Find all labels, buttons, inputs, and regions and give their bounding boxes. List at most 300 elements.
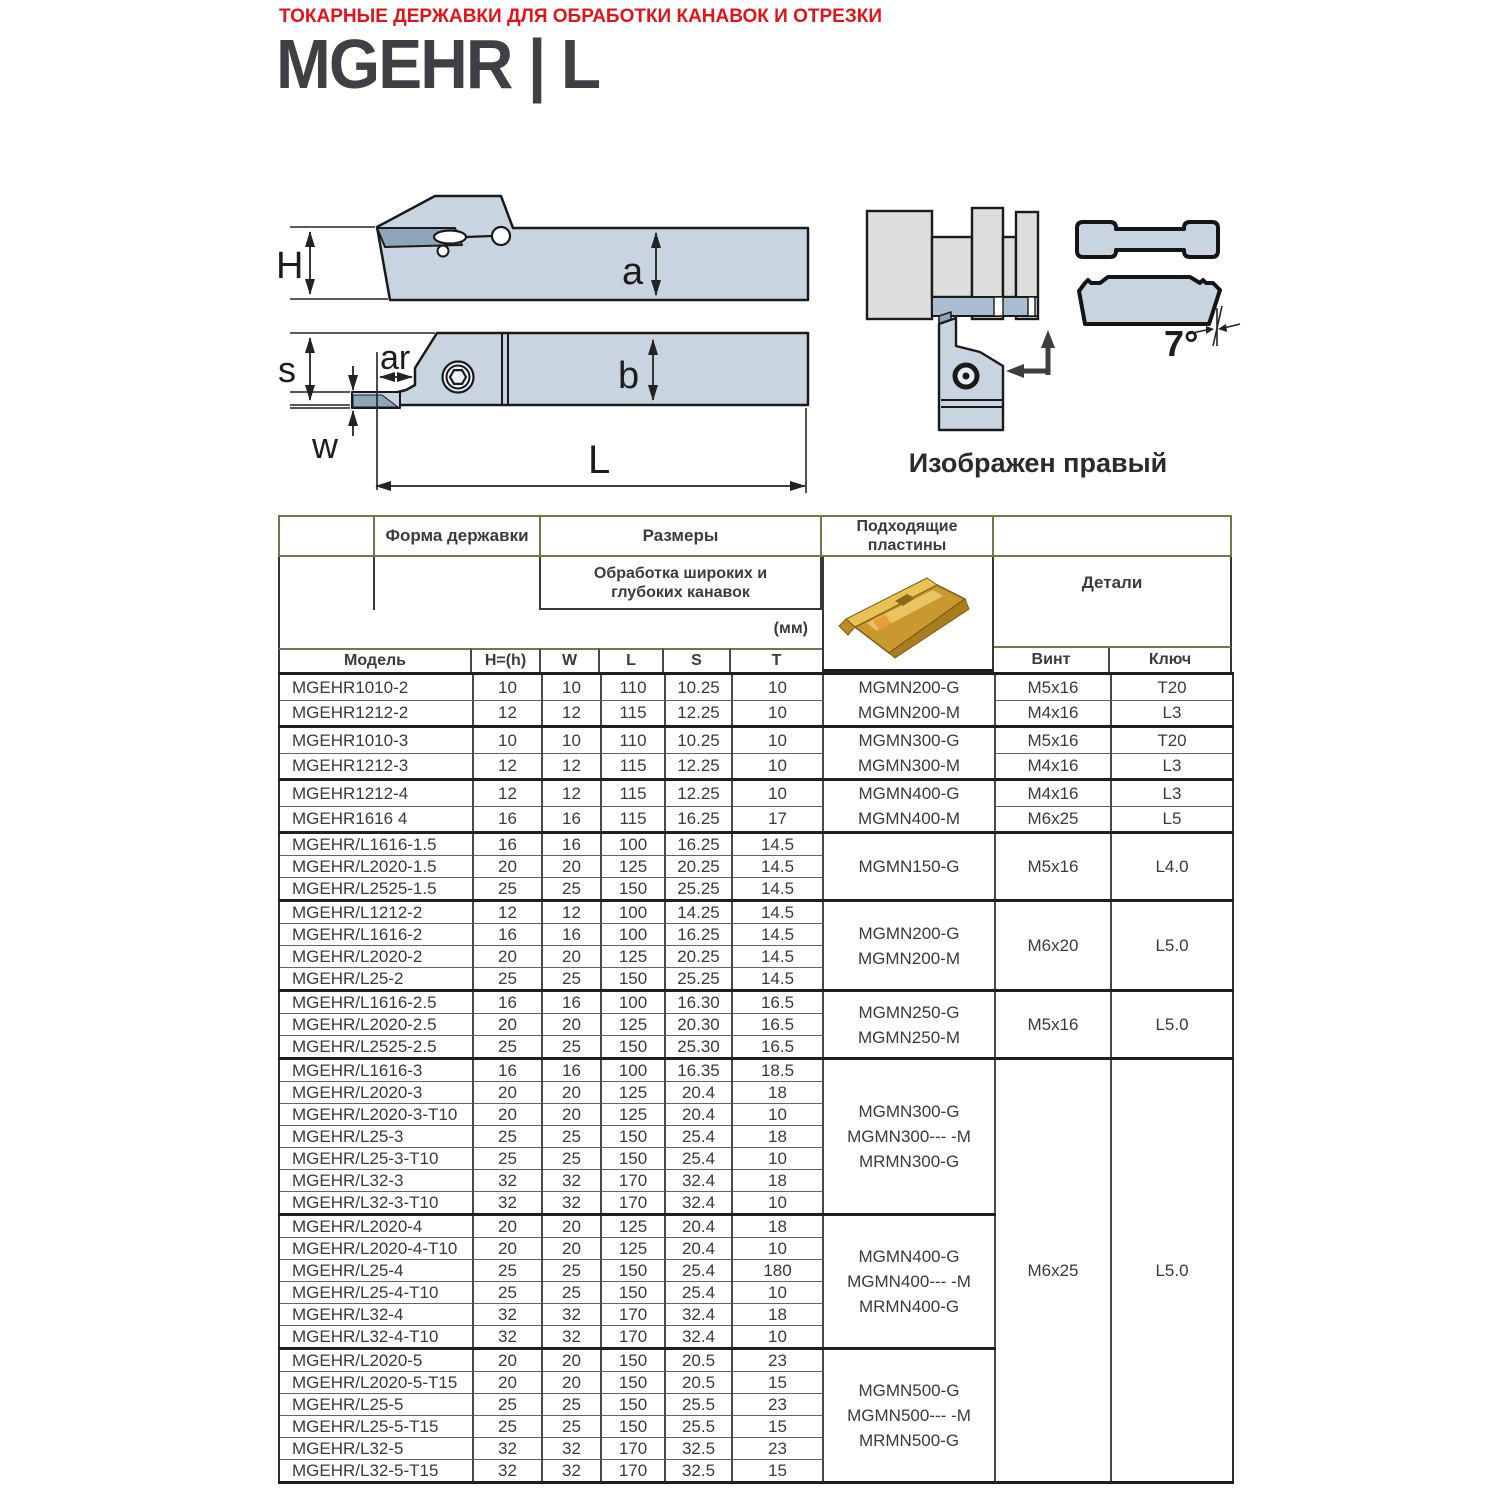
cell-w: 32: [542, 1460, 601, 1483]
cell-h: 20: [473, 1349, 542, 1372]
cell-w: 25: [542, 1036, 601, 1059]
cell-model: MGEHR1616 4: [279, 806, 473, 833]
cell-s: 16.25: [665, 833, 732, 856]
cell-w: 32: [542, 1192, 601, 1215]
cell-l: 100: [601, 901, 665, 924]
cell-w: 12: [542, 700, 601, 727]
table-row: [279, 833, 1233, 856]
cell-wrench: L5.0: [1111, 991, 1233, 1059]
cell-wrench: L5.0: [1111, 1059, 1233, 1483]
cell-h: 20: [473, 856, 542, 878]
cell-w: 20: [542, 1238, 601, 1260]
cell-t: 18: [732, 1304, 823, 1326]
cell-l: 170: [601, 1192, 665, 1215]
cell-t: 14.5: [732, 901, 823, 924]
cell-w: 16: [542, 924, 601, 946]
cell-wrench: L3: [1111, 780, 1233, 807]
cell-h: 32: [473, 1326, 542, 1349]
cell-s: 20.25: [665, 856, 732, 878]
cell-s: 25.4: [665, 1126, 732, 1148]
cell-t: 14.5: [732, 833, 823, 856]
col-header-l: L: [600, 648, 664, 672]
cell-l: 150: [601, 1126, 665, 1148]
table-row: [279, 700, 1233, 727]
holder-plan-view: [278, 333, 808, 493]
cell-s: 20.5: [665, 1372, 732, 1394]
cell-h: 25: [473, 1126, 542, 1148]
cell-model: MGEHR/L2020-3: [279, 1082, 473, 1104]
cell-t: 10: [732, 1326, 823, 1349]
cell-h: 20: [473, 1014, 542, 1036]
cell-w: 25: [542, 1282, 601, 1304]
cell-t: 15: [732, 1416, 823, 1438]
cell-model: MGEHR/L32-5: [279, 1438, 473, 1460]
insert-photo: [833, 563, 983, 663]
cell-h: 16: [473, 806, 542, 833]
table-row: [279, 727, 1233, 754]
table-row: [279, 901, 1233, 924]
insert-designation: MGMN200-M: [857, 703, 960, 722]
table-row: [279, 806, 1233, 833]
header-spacer-right: [994, 515, 1232, 557]
table-row: [279, 1059, 1233, 1082]
table-header: [278, 515, 1232, 672]
insert-designation: MGMN300--- -M: [847, 1127, 971, 1146]
cell-h: 32: [473, 1304, 542, 1326]
cell-l: 150: [601, 1260, 665, 1282]
cell-s: 14.25: [665, 901, 732, 924]
header-units: (мм): [278, 610, 822, 648]
cell-l: 150: [601, 968, 665, 991]
dim-label-b: b: [618, 355, 640, 397]
cell-w: 32: [542, 1326, 601, 1349]
cell-w: 20: [542, 1215, 601, 1238]
header-parts: Детали: [994, 557, 1232, 648]
dim-label-a: a: [622, 251, 644, 293]
hex-socket: [450, 370, 466, 384]
table-row: [279, 780, 1233, 807]
cell-l: 170: [601, 1326, 665, 1349]
cell-t: 14.5: [732, 924, 823, 946]
cell-inserts: [823, 901, 995, 991]
cell-model: MGEHR/L25-3-T10: [279, 1148, 473, 1170]
insert-designation: MGMN400-M: [857, 809, 960, 828]
cell-model: MGEHR/L2020-4: [279, 1215, 473, 1238]
insert-designation: MGMN500--- -M: [847, 1406, 971, 1425]
cell-h: 25: [473, 1148, 542, 1170]
col-header-model: Модель: [278, 648, 472, 672]
cell-s: 16.35: [665, 1059, 732, 1082]
insert-designation: MGMN500-G: [858, 1381, 960, 1400]
insert-designation: MRMN400-G: [858, 1297, 960, 1316]
cell-model: MGEHR/L1212-2: [279, 901, 473, 924]
cell-model: MGEHR/L25-5: [279, 1394, 473, 1416]
col-header-w: W: [541, 648, 600, 672]
cell-h: 20: [473, 1104, 542, 1126]
col-header-t: T: [731, 648, 822, 672]
cell-w: 12: [542, 753, 601, 780]
cell-screw: M5x16: [995, 674, 1111, 701]
cell-t: 23: [732, 1394, 823, 1416]
cell-inserts: [823, 727, 995, 780]
cell-s: 25.25: [665, 968, 732, 991]
cell-model: MGEHR/L2020-4-T10: [279, 1238, 473, 1260]
insert-designation: MGMN200-M: [857, 948, 960, 968]
cell-w: 25: [542, 1394, 601, 1416]
header-inserts: Подходящие пластины: [822, 515, 994, 557]
cell-screw: M4x16: [995, 700, 1111, 727]
cell-h: 25: [473, 968, 542, 991]
cell-s: 25.25: [665, 878, 732, 901]
cell-h: 20: [473, 1215, 542, 1238]
cell-s: 20.4: [665, 1104, 732, 1126]
cell-t: 14.5: [732, 856, 823, 878]
cell-s: 32.4: [665, 1170, 732, 1192]
cell-t: 10: [732, 753, 823, 780]
cell-inserts: [823, 780, 995, 833]
cell-h: 25: [473, 1036, 542, 1059]
insert-designation: MGMN400-G: [858, 784, 960, 803]
header-spacer-cell: [278, 515, 375, 557]
cell-h: 20: [473, 946, 542, 968]
col-header-h: H=(h): [472, 648, 541, 672]
cell-l: 125: [601, 946, 665, 968]
cell-model: MGEHR1212-3: [279, 753, 473, 780]
cell-l: 110: [601, 727, 665, 754]
cell-s: 20.5: [665, 1349, 732, 1372]
cell-w: 25: [542, 878, 601, 901]
cell-w: 32: [542, 1170, 601, 1192]
cell-h: 16: [473, 833, 542, 856]
cell-s: 20.4: [665, 1215, 732, 1238]
dim-label-s: s: [278, 349, 296, 390]
cell-l: 150: [601, 1416, 665, 1438]
cell-s: 10.25: [665, 727, 732, 754]
cell-s: 10.25: [665, 674, 732, 701]
cell-l: 150: [601, 1349, 665, 1372]
cell-l: 150: [601, 1148, 665, 1170]
cell-h: 25: [473, 1260, 542, 1282]
dim-label-H: H: [276, 245, 304, 287]
cell-w: 10: [542, 727, 601, 754]
insert-designation: MRMN500-G: [858, 1431, 960, 1450]
cell-w: 20: [542, 946, 601, 968]
cell-w: 12: [542, 780, 601, 807]
cell-h: 20: [473, 1372, 542, 1394]
cell-s: 25.4: [665, 1148, 732, 1170]
table-row: [279, 674, 1233, 701]
insert-designation: MRMN300-G: [858, 1152, 960, 1171]
cell-t: 16.5: [732, 991, 823, 1014]
cell-t: 10: [732, 674, 823, 701]
cell-t: 15: [732, 1372, 823, 1394]
cell-l: 100: [601, 924, 665, 946]
cell-screw: M6x20: [995, 901, 1111, 991]
cell-s: 25.30: [665, 1036, 732, 1059]
cell-inserts: [823, 1059, 995, 1215]
cell-l: 100: [601, 833, 665, 856]
cell-screw: M6x25: [995, 1059, 1111, 1483]
cell-l: 125: [601, 1215, 665, 1238]
spec-table: [278, 672, 1234, 1484]
cell-s: 16.25: [665, 806, 732, 833]
header-dimensions: Размеры: [541, 515, 822, 557]
cell-w: 20: [542, 1349, 601, 1372]
cell-w: 16: [542, 991, 601, 1014]
cell-w: 32: [542, 1438, 601, 1460]
cell-t: 16.5: [732, 1036, 823, 1059]
cell-l: 100: [601, 1059, 665, 1082]
cell-h: 12: [473, 901, 542, 924]
tool-illustration: [939, 312, 1003, 430]
cell-h: 10: [473, 727, 542, 754]
cell-t: 18.5: [732, 1059, 823, 1082]
page-title: MGEHR | L: [276, 25, 600, 103]
cell-l: 150: [601, 1036, 665, 1059]
cell-l: 170: [601, 1170, 665, 1192]
cell-s: 25.4: [665, 1282, 732, 1304]
cell-h: 25: [473, 878, 542, 901]
table-row: [279, 753, 1233, 780]
cell-w: 25: [542, 968, 601, 991]
cell-model: MGEHR1010-3: [279, 727, 473, 754]
cell-l: 170: [601, 1304, 665, 1326]
cell-t: 14.5: [732, 946, 823, 968]
cell-model: MGEHR/L2020-2.5: [279, 1014, 473, 1036]
cell-screw: M5x16: [995, 991, 1111, 1059]
cell-s: 32.4: [665, 1192, 732, 1215]
dim-label-w: w: [312, 425, 338, 466]
cell-model: MGEHR/L32-3: [279, 1170, 473, 1192]
cell-model: MGEHR/L32-4-T10: [279, 1326, 473, 1349]
cell-h: 32: [473, 1460, 542, 1483]
cell-model: MGEHR/L25-4: [279, 1260, 473, 1282]
cell-inserts: [823, 833, 995, 901]
cell-model: MGEHR/L32-5-T15: [279, 1460, 473, 1483]
cell-h: 20: [473, 1238, 542, 1260]
cell-s: 12.25: [665, 753, 732, 780]
cell-model: MGEHR/L1616-1.5: [279, 833, 473, 856]
header-subcell-2: [375, 557, 541, 610]
insert-designation: MGMN200-G: [858, 923, 960, 943]
spec-table-body: [279, 674, 1233, 1483]
cell-h: 25: [473, 1416, 542, 1438]
cell-model: MGEHR/L2020-3-T10: [279, 1104, 473, 1126]
cell-model: MGEHR/L2020-1.5: [279, 856, 473, 878]
cell-t: 17: [732, 806, 823, 833]
cell-wrench: T20: [1111, 674, 1233, 701]
cell-t: 10: [732, 1148, 823, 1170]
cell-t: 14.5: [732, 968, 823, 991]
holder-top-view: [276, 196, 808, 300]
cell-t: 10: [732, 727, 823, 754]
dim-label-ar: ar: [380, 339, 411, 377]
cell-l: 115: [601, 700, 665, 727]
cell-t: 10: [732, 780, 823, 807]
cell-h: 12: [473, 753, 542, 780]
cell-t: 18: [732, 1170, 823, 1192]
header-dimensions-sub: Обработка широких и глубоких канавок: [541, 557, 822, 610]
insert-designation: MGMN150-G: [858, 857, 960, 876]
cell-h: 16: [473, 1059, 542, 1082]
cell-l: 100: [601, 991, 665, 1014]
insert-designation: MGMN400-G: [858, 1247, 960, 1266]
cell-w: 10: [542, 674, 601, 701]
cell-model: MGEHR/L2020-5: [279, 1349, 473, 1372]
cell-s: 32.4: [665, 1326, 732, 1349]
cell-s: 12.25: [665, 700, 732, 727]
cell-s: 20.4: [665, 1238, 732, 1260]
category-label: ТОКАРНЫЕ ДЕРЖАВКИ ДЛЯ ОБРАБОТКИ КАНАВОК И ОТРЕЗКИ: [279, 6, 882, 27]
cell-wrench: L5: [1111, 806, 1233, 833]
cell-model: MGEHR/L2020-2: [279, 946, 473, 968]
insert-side-profile: [1079, 277, 1240, 364]
cell-s: 25.5: [665, 1416, 732, 1438]
insert-angle-label: 7°: [1164, 323, 1199, 364]
cell-t: 10: [732, 1282, 823, 1304]
spec-table-grid: [278, 672, 1234, 1484]
cell-model: MGEHR/L1616-2.5: [279, 991, 473, 1014]
cell-model: MGEHR1010-2: [279, 674, 473, 701]
insert-top-profile: [1077, 222, 1218, 257]
cell-h: 10: [473, 674, 542, 701]
cell-h: 12: [473, 700, 542, 727]
cell-s: 16.25: [665, 924, 732, 946]
cell-t: 18: [732, 1126, 823, 1148]
cell-model: MGEHR1212-2: [279, 700, 473, 727]
cell-wrench: T20: [1111, 727, 1233, 754]
dim-label-L: L: [588, 438, 611, 482]
workpiece-illustration: [867, 208, 1038, 319]
cell-h: 16: [473, 924, 542, 946]
cell-model: MGEHR/L25-2: [279, 968, 473, 991]
cell-w: 25: [542, 1260, 601, 1282]
cell-l: 150: [601, 1282, 665, 1304]
cell-l: 125: [601, 1238, 665, 1260]
cell-l: 125: [601, 1014, 665, 1036]
cell-s: 16.30: [665, 991, 732, 1014]
cell-w: 20: [542, 1014, 601, 1036]
header-holder-shape: Форма державки: [375, 515, 541, 557]
cell-t: 23: [732, 1349, 823, 1372]
cell-screw: M4x16: [995, 753, 1111, 780]
cell-l: 170: [601, 1438, 665, 1460]
cell-h: 20: [473, 1082, 542, 1104]
cell-w: 32: [542, 1304, 601, 1326]
cell-h: 12: [473, 780, 542, 807]
cell-w: 20: [542, 1372, 601, 1394]
cell-l: 125: [601, 1104, 665, 1126]
cell-h: 32: [473, 1170, 542, 1192]
cell-inserts: [823, 674, 995, 727]
cell-w: 16: [542, 1059, 601, 1082]
orientation-caption: Изображен правый: [908, 448, 1168, 478]
cell-l: 115: [601, 806, 665, 833]
cell-s: 32.5: [665, 1438, 732, 1460]
cell-s: 20.4: [665, 1082, 732, 1104]
cell-inserts: [823, 1215, 995, 1349]
cell-t: 10: [732, 700, 823, 727]
insert-designation: MGMN300-M: [857, 756, 960, 775]
cell-screw: M4x16: [995, 780, 1111, 807]
cell-w: 25: [542, 1126, 601, 1148]
cell-l: 115: [601, 780, 665, 807]
cell-s: 25.4: [665, 1260, 732, 1282]
cell-w: 25: [542, 1416, 601, 1438]
cell-h: 25: [473, 1282, 542, 1304]
cell-s: 20.25: [665, 946, 732, 968]
insert-designation: MGMN250-M: [857, 1027, 960, 1047]
cell-w: 12: [542, 901, 601, 924]
cell-model: MGEHR/L2020-5-T15: [279, 1372, 473, 1394]
cell-t: 18: [732, 1215, 823, 1238]
cell-l: 150: [601, 1394, 665, 1416]
col-header-s: S: [664, 648, 731, 672]
cell-l: 150: [601, 1372, 665, 1394]
cell-model: MGEHR/L1616-2: [279, 924, 473, 946]
cell-t: 14.5: [732, 878, 823, 901]
cell-h: 32: [473, 1438, 542, 1460]
cell-model: MGEHR/L1616-3: [279, 1059, 473, 1082]
cell-inserts: [823, 991, 995, 1059]
cell-l: 150: [601, 878, 665, 901]
cell-model: MGEHR/L25-4-T10: [279, 1282, 473, 1304]
insert-designation: MGMN250-G: [858, 1002, 960, 1022]
cell-t: 15: [732, 1460, 823, 1483]
cell-l: 125: [601, 856, 665, 878]
cell-s: 12.25: [665, 780, 732, 807]
cell-t: 18: [732, 1082, 823, 1104]
cell-model: MGEHR/L25-5-T15: [279, 1416, 473, 1438]
cell-l: 115: [601, 753, 665, 780]
cell-h: 32: [473, 1192, 542, 1215]
cell-model: MGEHR1212-4: [279, 780, 473, 807]
cell-wrench: L4.0: [1111, 833, 1233, 901]
cell-model: MGEHR/L2525-2.5: [279, 1036, 473, 1059]
cell-s: 20.30: [665, 1014, 732, 1036]
cell-screw: M5x16: [995, 833, 1111, 901]
insert-designation: MGMN400--- -M: [847, 1272, 971, 1291]
col-header-screw: Винт: [994, 648, 1110, 672]
cell-t: 180: [732, 1260, 823, 1282]
table-row: [279, 991, 1233, 1014]
cell-s: 32.4: [665, 1304, 732, 1326]
insert-designation: MGMN200-G: [858, 678, 960, 697]
cell-s: 32.5: [665, 1460, 732, 1483]
insert-photo-cell: [822, 557, 994, 672]
header-subcell-1: [278, 557, 375, 610]
cell-t: 16.5: [732, 1014, 823, 1036]
cell-t: 10: [732, 1192, 823, 1215]
cell-h: 16: [473, 991, 542, 1014]
insert-designation: MGMN300-G: [858, 1102, 960, 1121]
cell-model: MGEHR/L25-3: [279, 1126, 473, 1148]
cell-t: 10: [732, 1238, 823, 1260]
cell-wrench: L3: [1111, 700, 1233, 727]
cell-model: MGEHR/L32-3-T10: [279, 1192, 473, 1215]
cell-model: MGEHR/L32-4: [279, 1304, 473, 1326]
cell-wrench: L5.0: [1111, 901, 1233, 991]
cell-w: 16: [542, 806, 601, 833]
cell-w: 16: [542, 833, 601, 856]
cell-t: 23: [732, 1438, 823, 1460]
cell-screw: M5x16: [995, 727, 1111, 754]
cell-model: MGEHR/L2525-1.5: [279, 878, 473, 901]
cell-w: 20: [542, 856, 601, 878]
cell-w: 20: [542, 1104, 601, 1126]
cell-h: 25: [473, 1394, 542, 1416]
col-header-wrench: Ключ: [1110, 648, 1232, 672]
